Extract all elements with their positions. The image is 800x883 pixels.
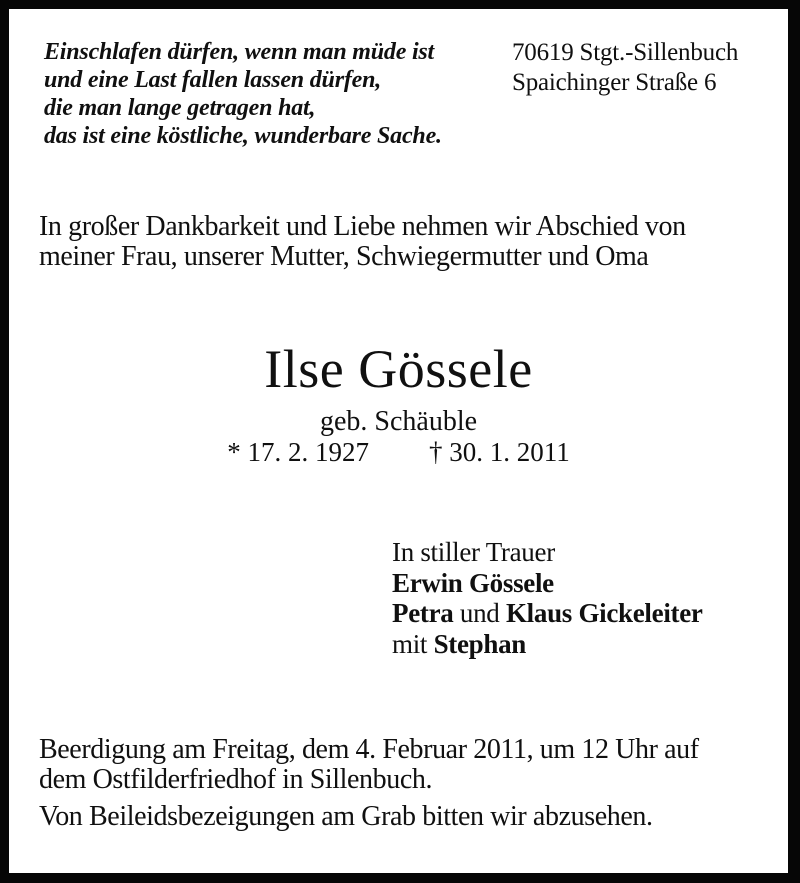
death-date: † 30. 1. 2011: [429, 437, 570, 467]
text-line: und eine Last fallen lassen dürfen,: [44, 67, 382, 93]
maiden-name: geb. Schäuble: [319, 406, 478, 437]
text-line: [392, 629, 703, 660]
mourners-list: [392, 537, 703, 659]
text-line: das ist eine köstliche, wunderbare Sache.: [44, 123, 442, 149]
text-segment: und: [453, 598, 506, 628]
deceased-name: Ilse Gössele: [264, 339, 533, 399]
residence-address: [512, 38, 738, 98]
text-line: Beerdigung am Freitag, dem 4. Februar 2011, um 12 Uhr auf: [39, 734, 699, 765]
mourner-name: Klaus Gickeleiter: [505, 598, 703, 628]
mourner-name: Petra: [392, 598, 454, 628]
text-line: [392, 568, 703, 599]
text-line: dem Ostfilderfriedhof in Sillenbuch.: [39, 764, 433, 795]
condolence-note: Von Beileidsbezeigungen am Grab bitten wir abzusehen.: [39, 801, 653, 832]
text-line: meiner Frau, unserer Mutter, Schwiegermutter und Oma: [39, 241, 649, 272]
mourner-name: Erwin Gössele: [392, 567, 554, 598]
life-dates: [9, 437, 788, 467]
memorial-quote: [44, 38, 442, 150]
text-line: In großer Dankbarkeit und Liebe nehmen wir Abschied von: [39, 211, 686, 242]
mourner-name: Stephan: [433, 628, 527, 659]
birth-date: * 17. 2. 1927: [227, 437, 369, 467]
text-line: Einschlafen dürfen, wenn man müde ist: [44, 39, 435, 65]
text-line: die man lange getragen hat,: [44, 95, 316, 121]
text-segment: In stiller Trauer: [392, 537, 555, 567]
funeral-details: [39, 735, 699, 795]
text-line: [392, 598, 703, 629]
text-line: 70619 Stgt.-Sillenbuch: [512, 39, 739, 66]
text-line: Spaichinger Straße 6: [512, 69, 717, 96]
farewell-intro-text: [39, 212, 686, 272]
text-line: [392, 537, 703, 568]
text-segment: mit: [392, 628, 434, 659]
